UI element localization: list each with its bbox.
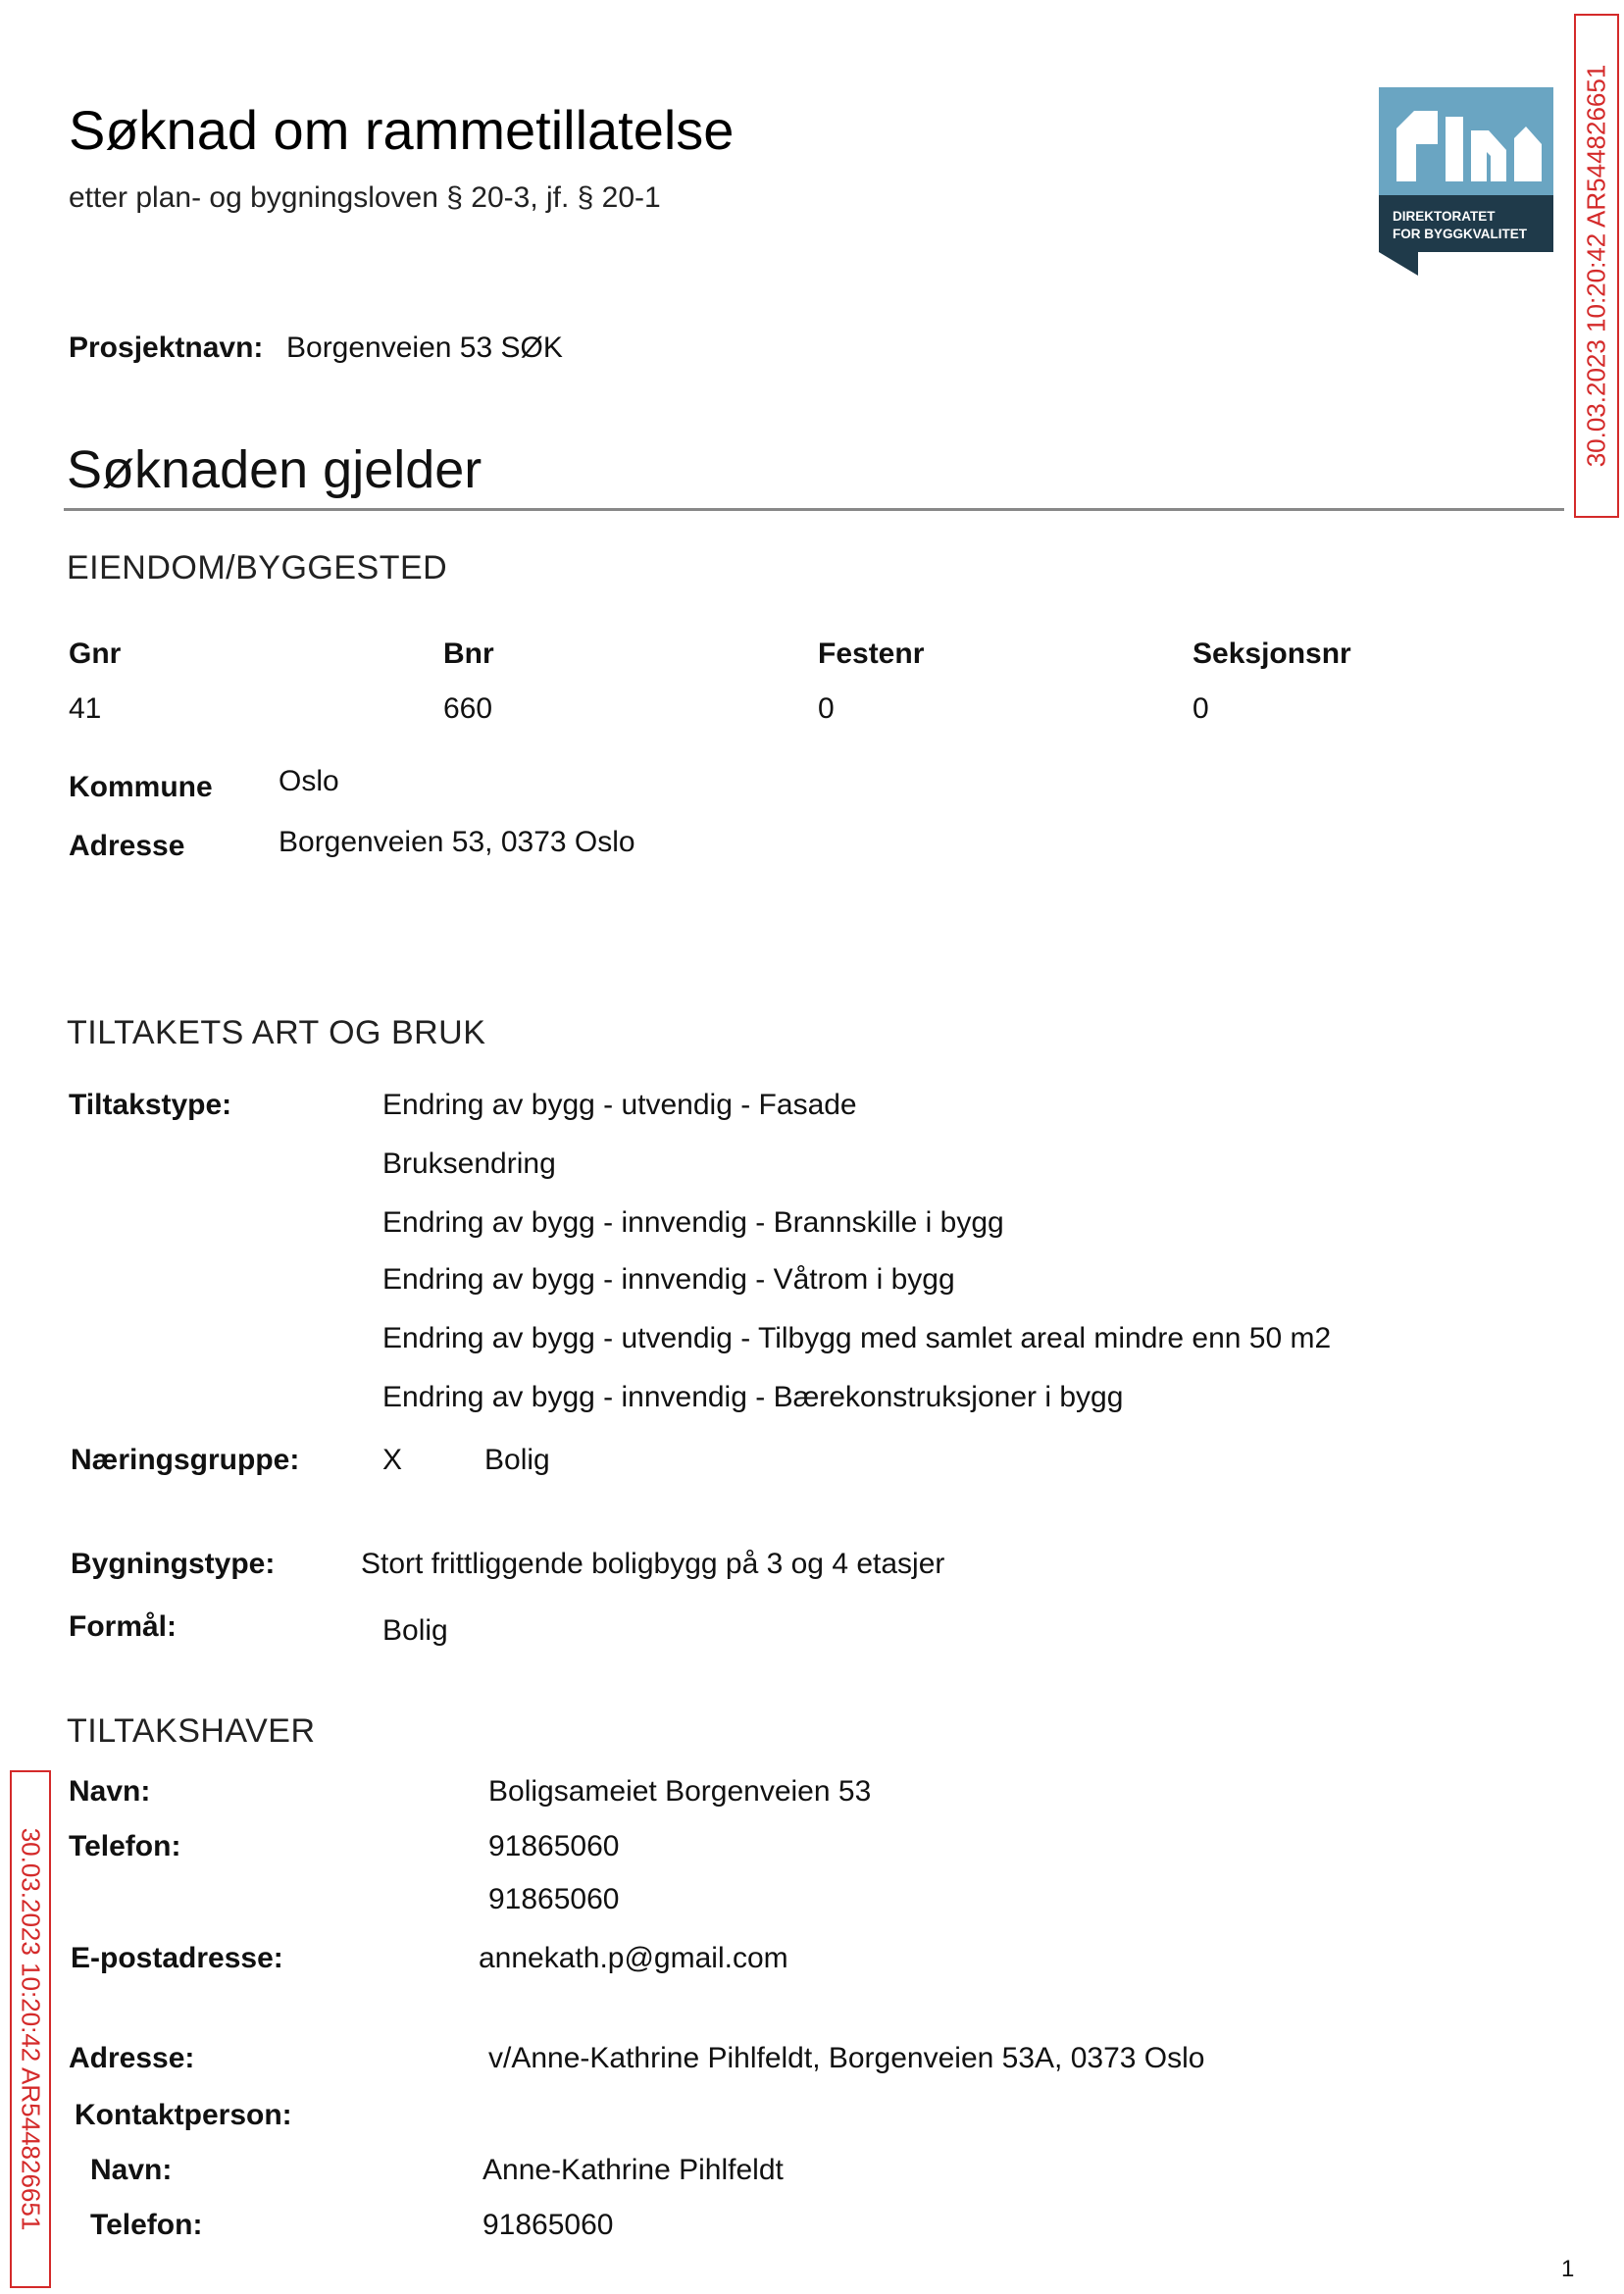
kontakt-navn-value: Anne-Kathrine Pihlfeldt [482,2154,784,2186]
tiltakshaver-epost-value: annekath.p@gmail.com [479,1942,788,1974]
kontakt-navn-label: Navn: [90,2154,173,2186]
project-value: Borgenveien 53 SØK [286,331,563,364]
tiltak-heading: TILTAKETS ART OG BRUK [67,1014,486,1051]
stamp-text: 30.03.2023 10:20:42 AR544826651 [16,1827,46,2231]
tiltakshaver-telefon-label: Telefon: [69,1830,181,1862]
property-heading: EIENDOM/BYGGESTED [67,549,448,586]
dibk-logo [1379,87,1553,276]
tiltakshaver-adresse-label: Adresse: [69,2042,195,2074]
kommune-value: Oslo [279,765,339,797]
naeringsgruppe-label: Næringsgruppe: [71,1444,300,1476]
gnr-label: Gnr [69,637,122,670]
section-divider [64,508,1564,511]
bygningstype-label: Bygningstype: [71,1548,276,1580]
tiltakshaver-heading: TILTAKSHAVER [67,1712,316,1750]
dibk-logo-icon [1379,87,1553,276]
bnr-label: Bnr [443,637,494,670]
tiltakstype-item: Bruksendring [382,1147,556,1180]
tiltakshaver-adresse-value: v/Anne-Kathrine Pihlfeldt, Borgenveien 53A, 0373 Oslo [488,2042,1205,2074]
adresse-value: Borgenveien 53, 0373 Oslo [279,826,635,858]
tiltakstype-item: Endring av bygg - utvendig - Fasade [382,1089,857,1121]
section-title: Søknaden gjelder [67,440,482,499]
festenr-value: 0 [818,692,835,725]
stamp-text: 30.03.2023 10:20:42 AR544826651 [1581,64,1611,468]
kontakt-telefon-label: Telefon: [90,2209,203,2241]
naeringsgruppe-value: Bolig [484,1444,550,1476]
tiltakshaver-telefon-value: 91865060 [488,1883,620,1915]
tiltakshaver-navn-label: Navn: [69,1775,151,1808]
tiltakshaver-epost-label: E-postadresse: [71,1942,283,1974]
festenr-label: Festenr [818,637,925,670]
stamp-right [1574,14,1619,518]
adresse-label: Adresse [69,830,185,862]
project-label: Prosjektnavn: [69,331,264,364]
kontakt-telefon-value: 91865060 [482,2209,614,2241]
document-subtitle: etter plan- og bygningsloven § 20-3, jf. § 20-1 [69,181,661,214]
tiltakshaver-navn-value: Boligsameiet Borgenveien 53 [488,1775,872,1808]
tiltakstype-label: Tiltakstype: [69,1089,232,1121]
gnr-value: 41 [69,692,102,725]
tiltakstype-item: Endring av bygg - innvendig - Bærekonstruksjoner i bygg [382,1381,1124,1413]
seksjonsnr-label: Seksjonsnr [1193,637,1351,670]
tiltakstype-item: Endring av bygg - innvendig - Brannskille i bygg [382,1206,1004,1239]
formal-label: Formål: [69,1610,178,1643]
document-title: Søknad om rammetillatelse [69,99,735,161]
kontaktperson-label: Kontaktperson: [75,2099,292,2131]
bnr-value: 660 [443,692,493,725]
page-number: 1 [1561,2256,1575,2282]
tiltakshaver-telefon-value: 91865060 [488,1830,620,1862]
tiltakstype-item: Endring av bygg - innvendig - Våtrom i bygg [382,1263,955,1296]
seksjonsnr-value: 0 [1193,692,1209,725]
bygningstype-value: Stort frittliggende boligbygg på 3 og 4 etasjer [361,1548,945,1580]
logo-text-line1: DIREKTORATET [1393,209,1496,224]
tiltakstype-item: Endring av bygg - utvendig - Tilbygg med samlet areal mindre enn 50 m2 [382,1322,1332,1354]
stamp-left [10,1770,51,2288]
logo-text-line2: FOR BYGGKVALITET [1393,227,1527,241]
naeringsgruppe-mark: X [382,1444,403,1476]
kommune-label: Kommune [69,771,213,803]
formal-value: Bolig [382,1614,448,1647]
